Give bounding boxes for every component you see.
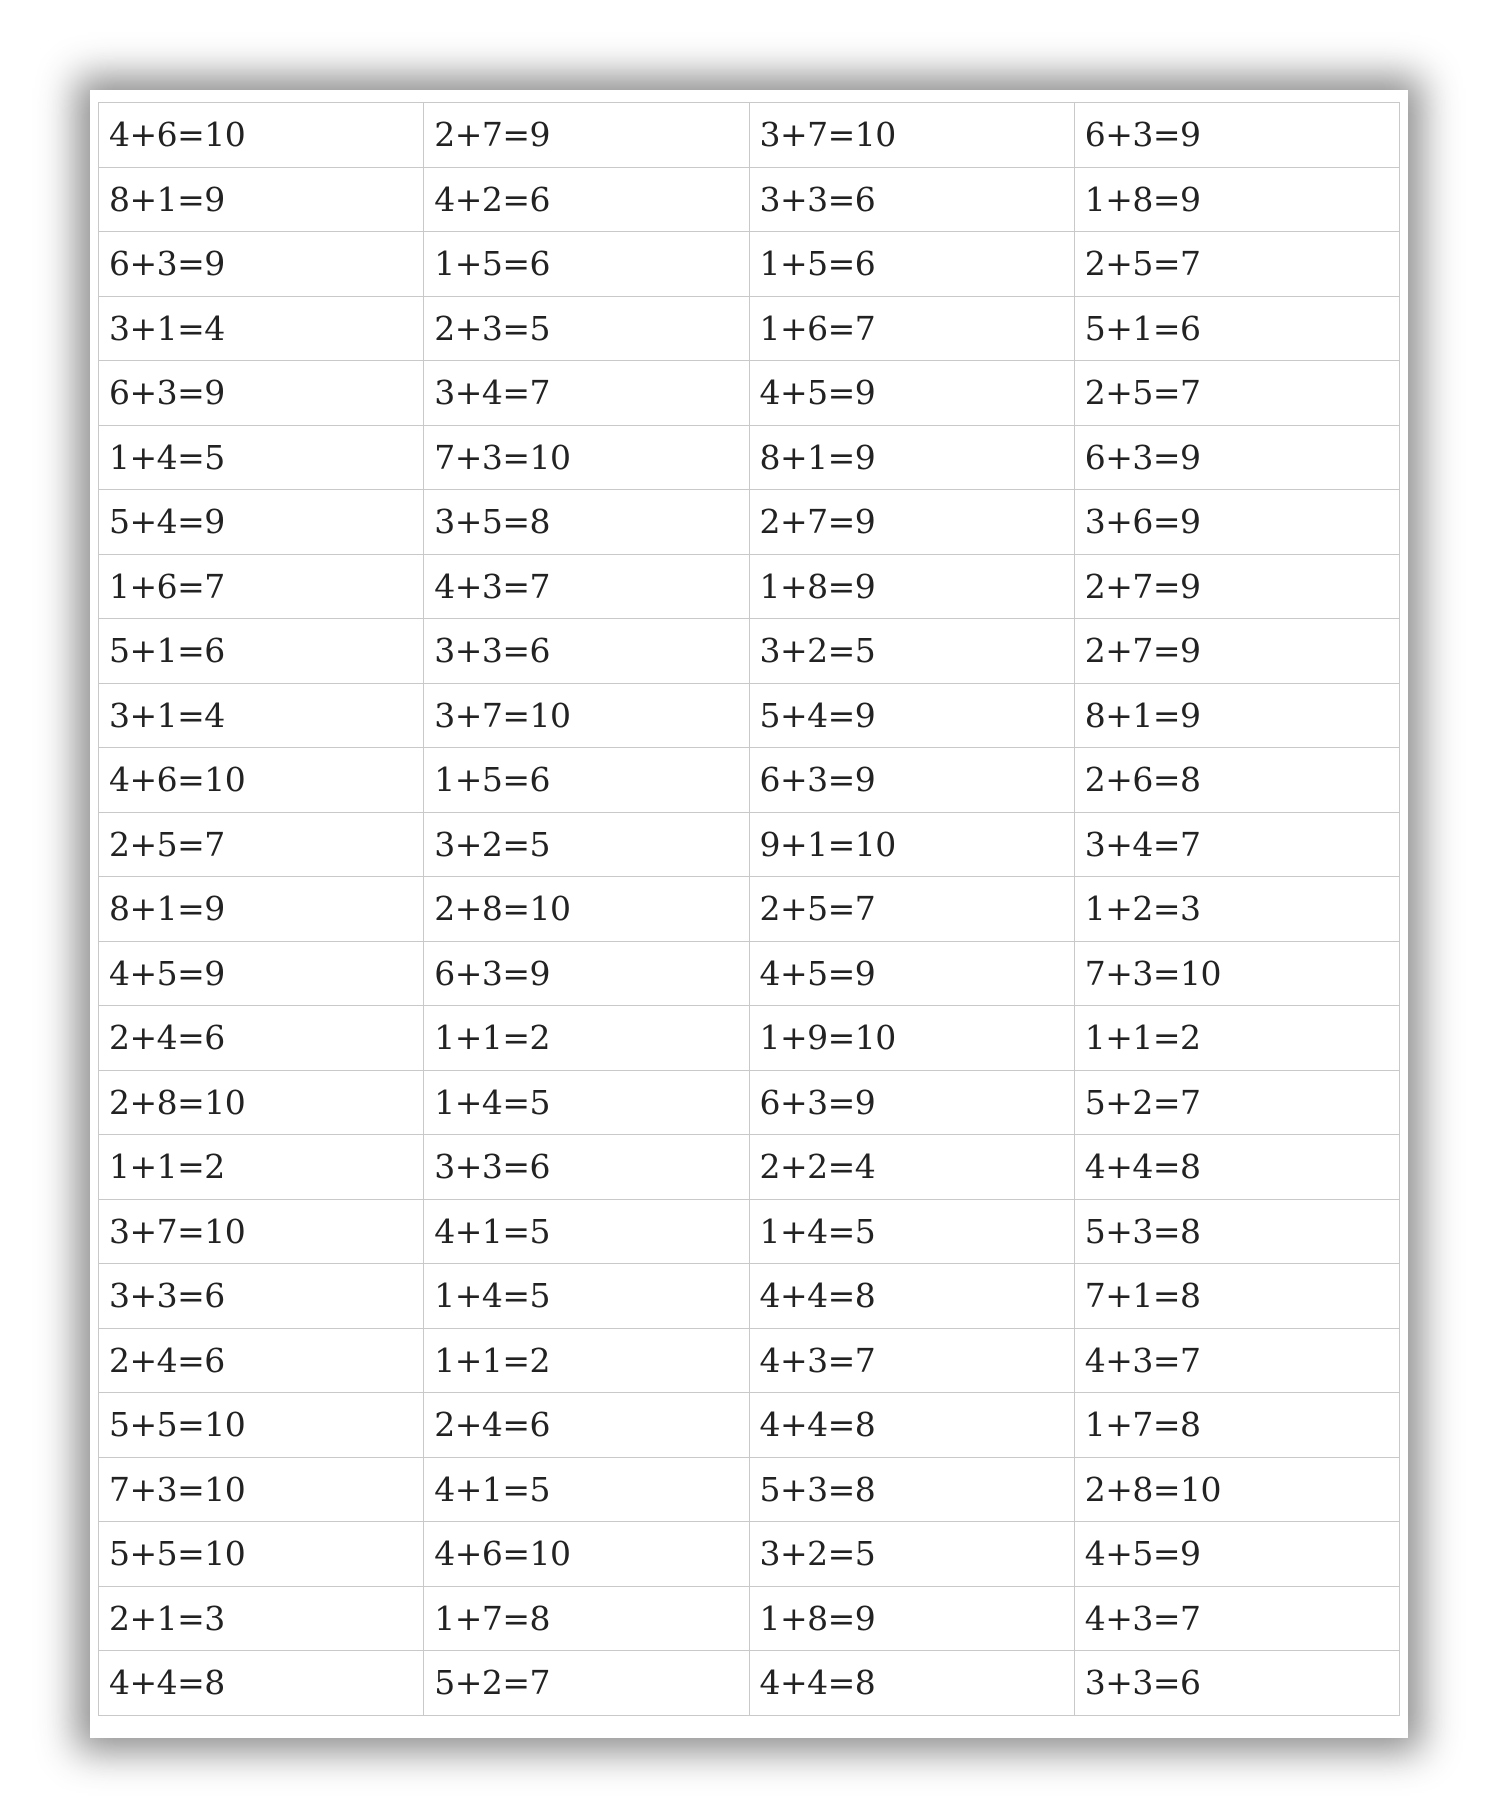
equation-cell: 3+2=5 — [749, 619, 1074, 684]
equation-cell: 3+6=9 — [1074, 490, 1399, 555]
equation-cell: 6+3=9 — [99, 361, 424, 426]
equation-cell: 4+5=9 — [749, 361, 1074, 426]
table-row — [99, 1393, 1400, 1458]
equation-cell: 3+1=4 — [99, 296, 424, 361]
equation-cell: 1+2=3 — [1074, 877, 1399, 942]
equation-cell: 4+6=10 — [99, 748, 424, 813]
equation-cell: 4+6=10 — [99, 103, 424, 168]
equation-cell: 4+3=7 — [1074, 1586, 1399, 1651]
equation-cell: 4+2=6 — [424, 167, 749, 232]
table-row — [99, 425, 1400, 490]
equation-cell: 7+3=10 — [1074, 941, 1399, 1006]
equation-cell: 1+5=6 — [424, 232, 749, 297]
equation-cell: 7+3=10 — [99, 1457, 424, 1522]
table-row — [99, 490, 1400, 555]
equation-cell: 2+4=6 — [99, 1328, 424, 1393]
equation-cell: 1+9=10 — [749, 1006, 1074, 1071]
equation-cell: 2+7=9 — [1074, 619, 1399, 684]
table-row — [99, 1006, 1400, 1071]
table-row — [99, 554, 1400, 619]
equation-cell: 6+3=9 — [749, 748, 1074, 813]
equation-cell: 2+6=8 — [1074, 748, 1399, 813]
table-row — [99, 1070, 1400, 1135]
table-row — [99, 1522, 1400, 1587]
equation-cell: 3+2=5 — [749, 1522, 1074, 1587]
equation-cell: 2+3=5 — [424, 296, 749, 361]
table-row — [99, 941, 1400, 1006]
equation-cell: 2+5=7 — [99, 812, 424, 877]
equation-cell: 3+5=8 — [424, 490, 749, 555]
equation-cell: 1+5=6 — [424, 748, 749, 813]
equation-cell: 1+7=8 — [1074, 1393, 1399, 1458]
equation-cell: 8+1=9 — [99, 167, 424, 232]
equation-cell: 4+3=7 — [749, 1328, 1074, 1393]
equation-cell: 5+1=6 — [99, 619, 424, 684]
equation-cell: 4+4=8 — [749, 1264, 1074, 1329]
equation-cell: 4+5=9 — [749, 941, 1074, 1006]
equation-cell: 3+3=6 — [99, 1264, 424, 1329]
table-row — [99, 619, 1400, 684]
table-row — [99, 361, 1400, 426]
equation-cell: 3+3=6 — [424, 619, 749, 684]
table-row — [99, 683, 1400, 748]
equation-cell: 3+1=4 — [99, 683, 424, 748]
equation-cell: 6+3=9 — [1074, 425, 1399, 490]
equation-cell: 1+4=5 — [424, 1264, 749, 1329]
table-row — [99, 1586, 1400, 1651]
equation-cell: 5+5=10 — [99, 1393, 424, 1458]
equation-cell: 5+3=8 — [749, 1457, 1074, 1522]
equation-cell: 5+3=8 — [1074, 1199, 1399, 1264]
equation-cell: 6+3=9 — [99, 232, 424, 297]
table-row — [99, 1199, 1400, 1264]
table-row — [99, 1651, 1400, 1716]
equation-cell: 8+1=9 — [749, 425, 1074, 490]
equation-cell: 1+1=2 — [424, 1328, 749, 1393]
equation-cell: 4+3=7 — [424, 554, 749, 619]
equation-cell: 2+7=9 — [1074, 554, 1399, 619]
equation-cell: 3+2=5 — [424, 812, 749, 877]
equation-cell: 1+8=9 — [1074, 167, 1399, 232]
table-row — [99, 103, 1400, 168]
equation-cell: 2+1=3 — [99, 1586, 424, 1651]
equation-cell: 4+4=8 — [749, 1393, 1074, 1458]
equation-cell: 1+7=8 — [424, 1586, 749, 1651]
equation-cell: 4+3=7 — [1074, 1328, 1399, 1393]
equation-cell: 2+4=6 — [424, 1393, 749, 1458]
equation-cell: 4+5=9 — [99, 941, 424, 1006]
table-row — [99, 812, 1400, 877]
equation-cell: 2+5=7 — [749, 877, 1074, 942]
equation-cell: 1+5=6 — [749, 232, 1074, 297]
equation-cell: 2+2=4 — [749, 1135, 1074, 1200]
equation-cell: 3+3=6 — [1074, 1651, 1399, 1716]
equation-cell: 1+6=7 — [749, 296, 1074, 361]
equation-cell: 6+3=9 — [749, 1070, 1074, 1135]
equation-cell: 4+4=8 — [749, 1651, 1074, 1716]
equation-cell: 2+8=10 — [99, 1070, 424, 1135]
equation-cell: 3+3=6 — [749, 167, 1074, 232]
equation-cell: 1+4=5 — [749, 1199, 1074, 1264]
equation-cell: 3+7=10 — [749, 103, 1074, 168]
table-row — [99, 232, 1400, 297]
equation-cell: 1+1=2 — [99, 1135, 424, 1200]
equation-cell: 2+7=9 — [749, 490, 1074, 555]
equation-cell: 1+8=9 — [749, 1586, 1074, 1651]
equation-cell: 5+5=10 — [99, 1522, 424, 1587]
table-row — [99, 296, 1400, 361]
equation-cell: 4+4=8 — [1074, 1135, 1399, 1200]
equation-cell: 3+4=7 — [1074, 812, 1399, 877]
equation-cell: 2+8=10 — [424, 877, 749, 942]
addition-table — [98, 102, 1400, 1716]
equation-cell: 2+5=7 — [1074, 232, 1399, 297]
equation-cell: 4+4=8 — [99, 1651, 424, 1716]
table-row — [99, 748, 1400, 813]
addition-table-body — [99, 103, 1400, 1716]
equation-cell: 9+1=10 — [749, 812, 1074, 877]
equation-cell: 2+7=9 — [424, 103, 749, 168]
equation-cell: 4+1=5 — [424, 1199, 749, 1264]
equation-cell: 5+1=6 — [1074, 296, 1399, 361]
worksheet-page — [90, 90, 1408, 1738]
equation-cell: 1+4=5 — [99, 425, 424, 490]
table-row — [99, 1264, 1400, 1329]
table-row — [99, 877, 1400, 942]
table-row — [99, 1457, 1400, 1522]
equation-cell: 2+8=10 — [1074, 1457, 1399, 1522]
table-row — [99, 1328, 1400, 1393]
equation-cell: 8+1=9 — [1074, 683, 1399, 748]
equation-cell: 4+1=5 — [424, 1457, 749, 1522]
equation-cell: 3+7=10 — [424, 683, 749, 748]
equation-cell: 3+4=7 — [424, 361, 749, 426]
equation-cell: 5+2=7 — [1074, 1070, 1399, 1135]
equation-cell: 3+7=10 — [99, 1199, 424, 1264]
equation-cell: 1+4=5 — [424, 1070, 749, 1135]
equation-cell: 1+6=7 — [99, 554, 424, 619]
equation-cell: 7+1=8 — [1074, 1264, 1399, 1329]
equation-cell: 2+5=7 — [1074, 361, 1399, 426]
equation-cell: 4+6=10 — [424, 1522, 749, 1587]
equation-cell: 2+4=6 — [99, 1006, 424, 1071]
table-row — [99, 167, 1400, 232]
equation-cell: 1+1=2 — [424, 1006, 749, 1071]
equation-cell: 1+8=9 — [749, 554, 1074, 619]
table-row — [99, 1135, 1400, 1200]
equation-cell: 5+4=9 — [99, 490, 424, 555]
equation-cell: 5+4=9 — [749, 683, 1074, 748]
equation-cell: 1+1=2 — [1074, 1006, 1399, 1071]
equation-cell: 8+1=9 — [99, 877, 424, 942]
equation-cell: 4+5=9 — [1074, 1522, 1399, 1587]
equation-cell: 6+3=9 — [424, 941, 749, 1006]
equation-cell: 3+3=6 — [424, 1135, 749, 1200]
equation-cell: 6+3=9 — [1074, 103, 1399, 168]
equation-cell: 7+3=10 — [424, 425, 749, 490]
equation-cell: 5+2=7 — [424, 1651, 749, 1716]
